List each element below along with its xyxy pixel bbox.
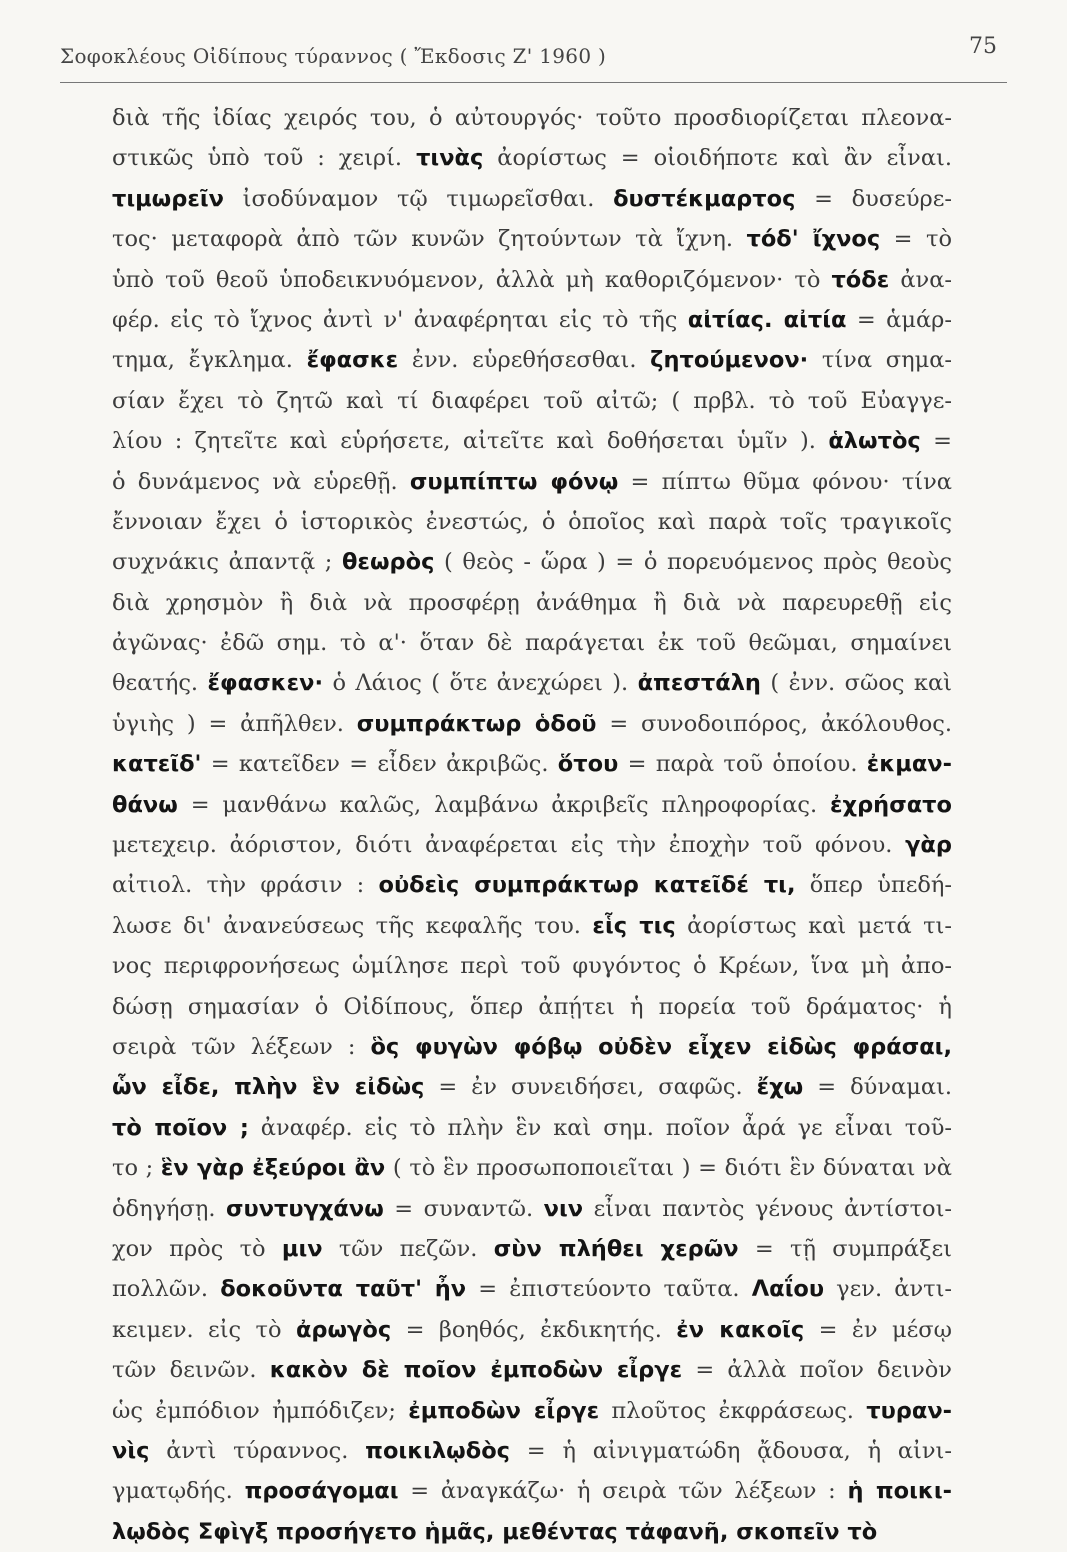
text-line — [112, 825, 952, 865]
text-line — [112, 704, 952, 744]
lemma-bold: θάνω — [112, 791, 178, 818]
text-line — [112, 865, 952, 905]
text-line — [112, 1310, 952, 1350]
text-line — [112, 663, 952, 703]
lemma-bold: ὃς φυγὼν φόβῳ οὐδὲν εἶχεν εἰδὼς φράσαι, — [370, 1033, 952, 1060]
gloss-text: ὁδηγήσῃ. — [112, 1195, 226, 1222]
gloss-text: ἀντὶ τύραννος. — [149, 1437, 366, 1464]
lemma-bold: ἔχω — [756, 1074, 804, 1101]
gloss-text: = ἀλλὰ ποῖον δεινὸν — [682, 1357, 952, 1384]
gloss-text: λωσε δι' ἀνανεύσεως τῆς κεφαλῆς του. — [112, 912, 593, 939]
text-line — [112, 987, 952, 1027]
lemma-bold: ἐν κακοῖς — [676, 1316, 805, 1343]
running-title: Σοφοκλέους Οἰδίπους τύραννος ( Ἔκδοσις Ζ' 1960 ) — [60, 44, 607, 68]
lemma-bold: συμπράκτωρ ὁδοῦ — [356, 710, 597, 737]
text-line — [112, 340, 952, 380]
text-line — [112, 1189, 952, 1229]
lemma-bold: τόδ' ἴχνος — [746, 226, 881, 253]
lemma-bold: ἐχρήσατο — [830, 791, 952, 818]
gloss-text: = δυσεύρε- — [795, 185, 952, 212]
lemma-bold: εἷς τις — [592, 912, 676, 939]
text-line — [112, 462, 952, 502]
lemma-bold: ἁλωτὸς — [828, 428, 921, 455]
text-line — [112, 1350, 952, 1390]
gloss-text: εἶναι παντὸς γένους ἀντίστοι- — [583, 1195, 952, 1222]
lemma-bold: συντυγχάνω — [226, 1195, 384, 1222]
gloss-text: λίου : ζητεῖτε καὶ εὑρήσετε, αἰτεῖτε καὶ δοθήσεται ὑμῖν ). — [112, 428, 829, 455]
lemma-bold: αἰτίας. αἰτία — [687, 306, 847, 333]
gloss-text: ἀορίστως = οἱοιδήποτε καὶ ἂν εἶναι. — [483, 145, 952, 172]
gloss-text: τημα, ἔγκλημα. — [112, 347, 307, 374]
page-number: 75 — [969, 34, 997, 59]
text-line — [112, 1027, 952, 1067]
gloss-text: = παρὰ τοῦ ὁποίου. — [618, 751, 867, 778]
gloss-text: μετεχειρ. ἀόριστον, διότι ἀναφέρεται εἰς τὴν ἐποχὴν τοῦ φόνου. — [112, 832, 906, 859]
gloss-text: = κατεῖδεν = εἶδεν ἀκριβῶς. — [201, 751, 558, 778]
lemma-bold: ἔφασκε — [306, 347, 399, 374]
lemma-bold: ὧν εἶδε, πλὴν ἓν εἰδὼς — [112, 1074, 425, 1101]
text-line — [112, 623, 952, 663]
text-line — [112, 1471, 952, 1511]
gloss-text: ἀναφέρ. εἰς τὸ πλὴν ἓν καὶ σημ. ποῖον ἆρά γε εἶναι τοῦ- — [248, 1114, 952, 1141]
gloss-text: ἐνν. εὑρεθήσεσθαι. — [398, 347, 651, 374]
gloss-text: = βοηθός, ἐκδικητής. — [391, 1316, 677, 1343]
gloss-text: = συνοδοιπόρος, ἀκόλουθος. — [596, 710, 952, 737]
text-line — [112, 502, 952, 542]
gloss-text: ὑγιὴς ) = ἀπῆλθεν. — [112, 710, 357, 737]
gloss-text: θεατής. — [112, 670, 208, 697]
gloss-text: συχνάκις ἀπαντᾷ ; — [112, 549, 342, 576]
lemma-bold: λῳδὸς Σφὶγξ προσήγετο ἡμᾶς, μεθέντας τἀφανῆ, σκοπεῖν τὸ — [112, 1518, 878, 1545]
lemma-bold: τυραν- — [866, 1397, 952, 1424]
lemma-bold: ἔφασκεν· — [207, 670, 324, 697]
gloss-text: = ἐν μέσῳ — [804, 1316, 952, 1343]
gloss-text: = συναντῶ. — [383, 1195, 544, 1222]
lemma-bold: τινὰς — [416, 145, 484, 172]
gloss-text: = πίπτω θῦμα φόνου· τίνα — [618, 468, 952, 495]
lemma-bold: τὸ ποῖον ; — [112, 1114, 249, 1141]
lemma-bold: προσάγομαι — [244, 1478, 399, 1505]
gloss-text: ( θεὸς - ὥρα ) = ὁ πορευόμενος πρὸς θεοὺς — [434, 549, 952, 576]
gloss-text: ( ἐνν. σῶος καὶ — [760, 670, 952, 697]
lemma-bold: σὺν πλήθει χερῶν — [493, 1235, 739, 1262]
lemma-bold: ἡ ποικι- — [847, 1478, 952, 1505]
gloss-text: διὰ χρησμὸν ἢ διὰ νὰ προσφέρῃ ἀνάθημα ἢ διὰ νὰ παρευρεθῇ εἰς — [112, 589, 952, 616]
gloss-text: ἰσοδύναμον τῷ τιμωρεῖσθαι. — [223, 185, 614, 212]
gloss-text: δώσῃ σημασίαν ὁ Οἰδίπους, ὅπερ ἀπῄτει ἡ πορεία τοῦ δράματος· ἡ — [112, 993, 952, 1020]
gloss-text: = τὸ — [880, 226, 952, 253]
gloss-text: ὁ δυνάμενος νὰ εὑρεθῇ. — [112, 468, 410, 495]
text-line — [112, 542, 952, 582]
commentary-text — [112, 98, 952, 1552]
gloss-text: σειρὰ τῶν λέξεων : — [112, 1033, 371, 1060]
gloss-text: ὅπερ ὑπεδή- — [795, 872, 952, 899]
gloss-text: ὁ Λάιος ( ὅτε ἀνεχώρει ). — [323, 670, 638, 697]
text-line — [112, 1148, 952, 1188]
gloss-text: τῶν πεζῶν. — [322, 1235, 494, 1262]
lemma-bold: δοκοῦντα ταῦτ' ἦν — [220, 1276, 467, 1303]
gloss-text: γεν. ἀντι- — [824, 1276, 952, 1303]
lemma-bold: ὅτου — [557, 751, 619, 778]
gloss-text: = ἀναγκάζω· ἡ σειρὰ τῶν λέξεων : — [398, 1478, 848, 1505]
lemma-bold: ἐκμαν- — [866, 751, 952, 778]
lemma-bold: ἓν γὰρ ἐξεύροι ἂν — [160, 1155, 386, 1182]
gloss-text: χον πρὸς τὸ — [112, 1235, 282, 1262]
lemma-bold: ἀπεστάλη — [637, 670, 761, 697]
lemma-bold: θεωρὸς — [341, 549, 435, 576]
text-line — [112, 179, 952, 219]
text-line — [112, 381, 952, 421]
lemma-bold: κατεῖδ' — [112, 751, 202, 778]
gloss-text: πολλῶν. — [112, 1276, 221, 1303]
header-rule — [60, 82, 1007, 83]
lemma-bold: νὶς — [112, 1437, 150, 1464]
text-line — [112, 260, 952, 300]
lemma-bold: μιν — [281, 1235, 323, 1262]
lemma-bold: τιμωρεῖν — [112, 185, 224, 212]
text-line — [112, 1391, 952, 1431]
text-line — [112, 1229, 952, 1269]
gloss-text: αἰτιολ. τὴν φράσιν : — [112, 872, 379, 899]
text-line — [112, 785, 952, 825]
gloss-text: ὑπὸ τοῦ θεοῦ ὑποδεικνυόμενον, ἀλλὰ μὴ καθοριζόμενον· τὸ — [112, 266, 832, 293]
text-line — [112, 946, 952, 986]
lemma-bold: κακὸν δὲ ποῖον ἐμποδὼν εἶργε — [269, 1357, 683, 1384]
gloss-text: κειμεν. εἰς τὸ — [112, 1316, 296, 1343]
gloss-text: ὡς ἐμπόδιον ἠμπόδιζεν; — [112, 1397, 409, 1424]
gloss-text: ἀνα- — [889, 266, 952, 293]
gloss-text: = δύναμαι. — [803, 1074, 952, 1101]
lemma-bold: δυστέκμαρτος — [613, 185, 796, 212]
gloss-text: νος περιφρονήσεως ὡμίλησε περὶ τοῦ φυγόντος ὁ Κρέων, ἵνα μὴ ἀπο- — [112, 953, 952, 980]
text-line — [112, 1269, 952, 1309]
text-line — [112, 138, 952, 178]
lemma-bold: Λαΐου — [751, 1276, 825, 1303]
gloss-text: = — [920, 428, 952, 455]
text-line — [112, 1431, 952, 1471]
text-line — [112, 1512, 952, 1552]
lemma-bold: ζητούμενον· — [650, 347, 809, 374]
text-line — [112, 744, 952, 784]
lemma-bold: νιν — [543, 1195, 584, 1222]
gloss-text: φέρ. εἰς τὸ ἴχνος ἀντὶ ν' ἀναφέρηται εἰς τὸ τῆς — [112, 306, 688, 333]
gloss-text: = ἁμάρ- — [846, 306, 952, 333]
gloss-text: το ; — [112, 1155, 161, 1182]
lemma-bold: γὰρ — [905, 832, 952, 859]
lemma-bold: συμπίπτω φόνῳ — [409, 468, 619, 495]
gloss-text: διὰ τῆς ἰδίας χειρός του, ὁ αὐτουργός· τοῦτο προσδιορίζεται πλεονα- — [112, 105, 952, 131]
lemma-bold: οὐδεὶς συμπράκτωρ κατεῖδέ τι, — [378, 872, 796, 899]
gloss-text: = ἡ αἰνιγματώδη ᾄδουσα, ἡ αἰνι- — [510, 1437, 952, 1464]
gloss-text: = τῇ συμπράξει — [738, 1235, 952, 1262]
gloss-text: ( τὸ ἓν προσωποποιεῖται ) = διότι ἓν δύναται νὰ — [385, 1155, 952, 1182]
lemma-bold: ἀρωγὸς — [295, 1316, 392, 1343]
lemma-bold: τόδε — [831, 266, 890, 293]
gloss-text: ἀορίστως καὶ μετά τι- — [675, 912, 952, 939]
gloss-text: = ἐπιστεύοντο ταῦτα. — [466, 1276, 752, 1303]
gloss-text: ἀγῶνας· ἐδῶ σημ. τὸ α'· ὅταν δὲ παράγεται ἐκ τοῦ θεῶμαι, σημαίνει — [112, 630, 952, 657]
text-line — [112, 421, 952, 461]
gloss-text: σίαν ἔχει τὸ ζητῶ καὶ τί διαφέρει τοῦ αἰτῶ; ( πρβλ. τὸ τοῦ Εὐαγγε- — [112, 387, 952, 414]
gloss-text: = μανθάνω καλῶς, λαμβάνω ἀκριβεῖς πληροφορίας. — [177, 791, 831, 818]
lemma-bold: ποικιλῳδὸς — [365, 1437, 510, 1464]
text-line — [112, 300, 952, 340]
gloss-text: πλοῦτος ἐκφράσεως. — [599, 1397, 867, 1424]
text-line — [112, 98, 952, 138]
text-line — [112, 219, 952, 259]
text-line — [112, 906, 952, 946]
gloss-text: τῶν δεινῶν. — [112, 1357, 270, 1384]
gloss-text: τος· μεταφορὰ ἀπὸ τῶν κυνῶν ζητούντων τὰ ἴχνη. — [112, 226, 747, 253]
text-line — [112, 583, 952, 623]
text-line — [112, 1067, 952, 1107]
gloss-text: = ἐν συνειδήσει, σαφῶς. — [424, 1074, 757, 1101]
gloss-text: στικῶς ὑπὸ τοῦ : χειρί. — [112, 145, 417, 172]
page-header — [60, 32, 1007, 86]
gloss-text: γματῳδής. — [112, 1478, 245, 1505]
gloss-text: τίνα σημα- — [808, 347, 952, 374]
lemma-bold: ἐμποδὼν εἶργε — [408, 1397, 600, 1424]
gloss-text: ἔννοιαν ἔχει ὁ ἱστορικὸς ἐνεστώς, ὁ ὁποῖος καὶ παρὰ τοῖς τραγικοῖς — [112, 508, 952, 535]
text-line — [112, 1108, 952, 1148]
